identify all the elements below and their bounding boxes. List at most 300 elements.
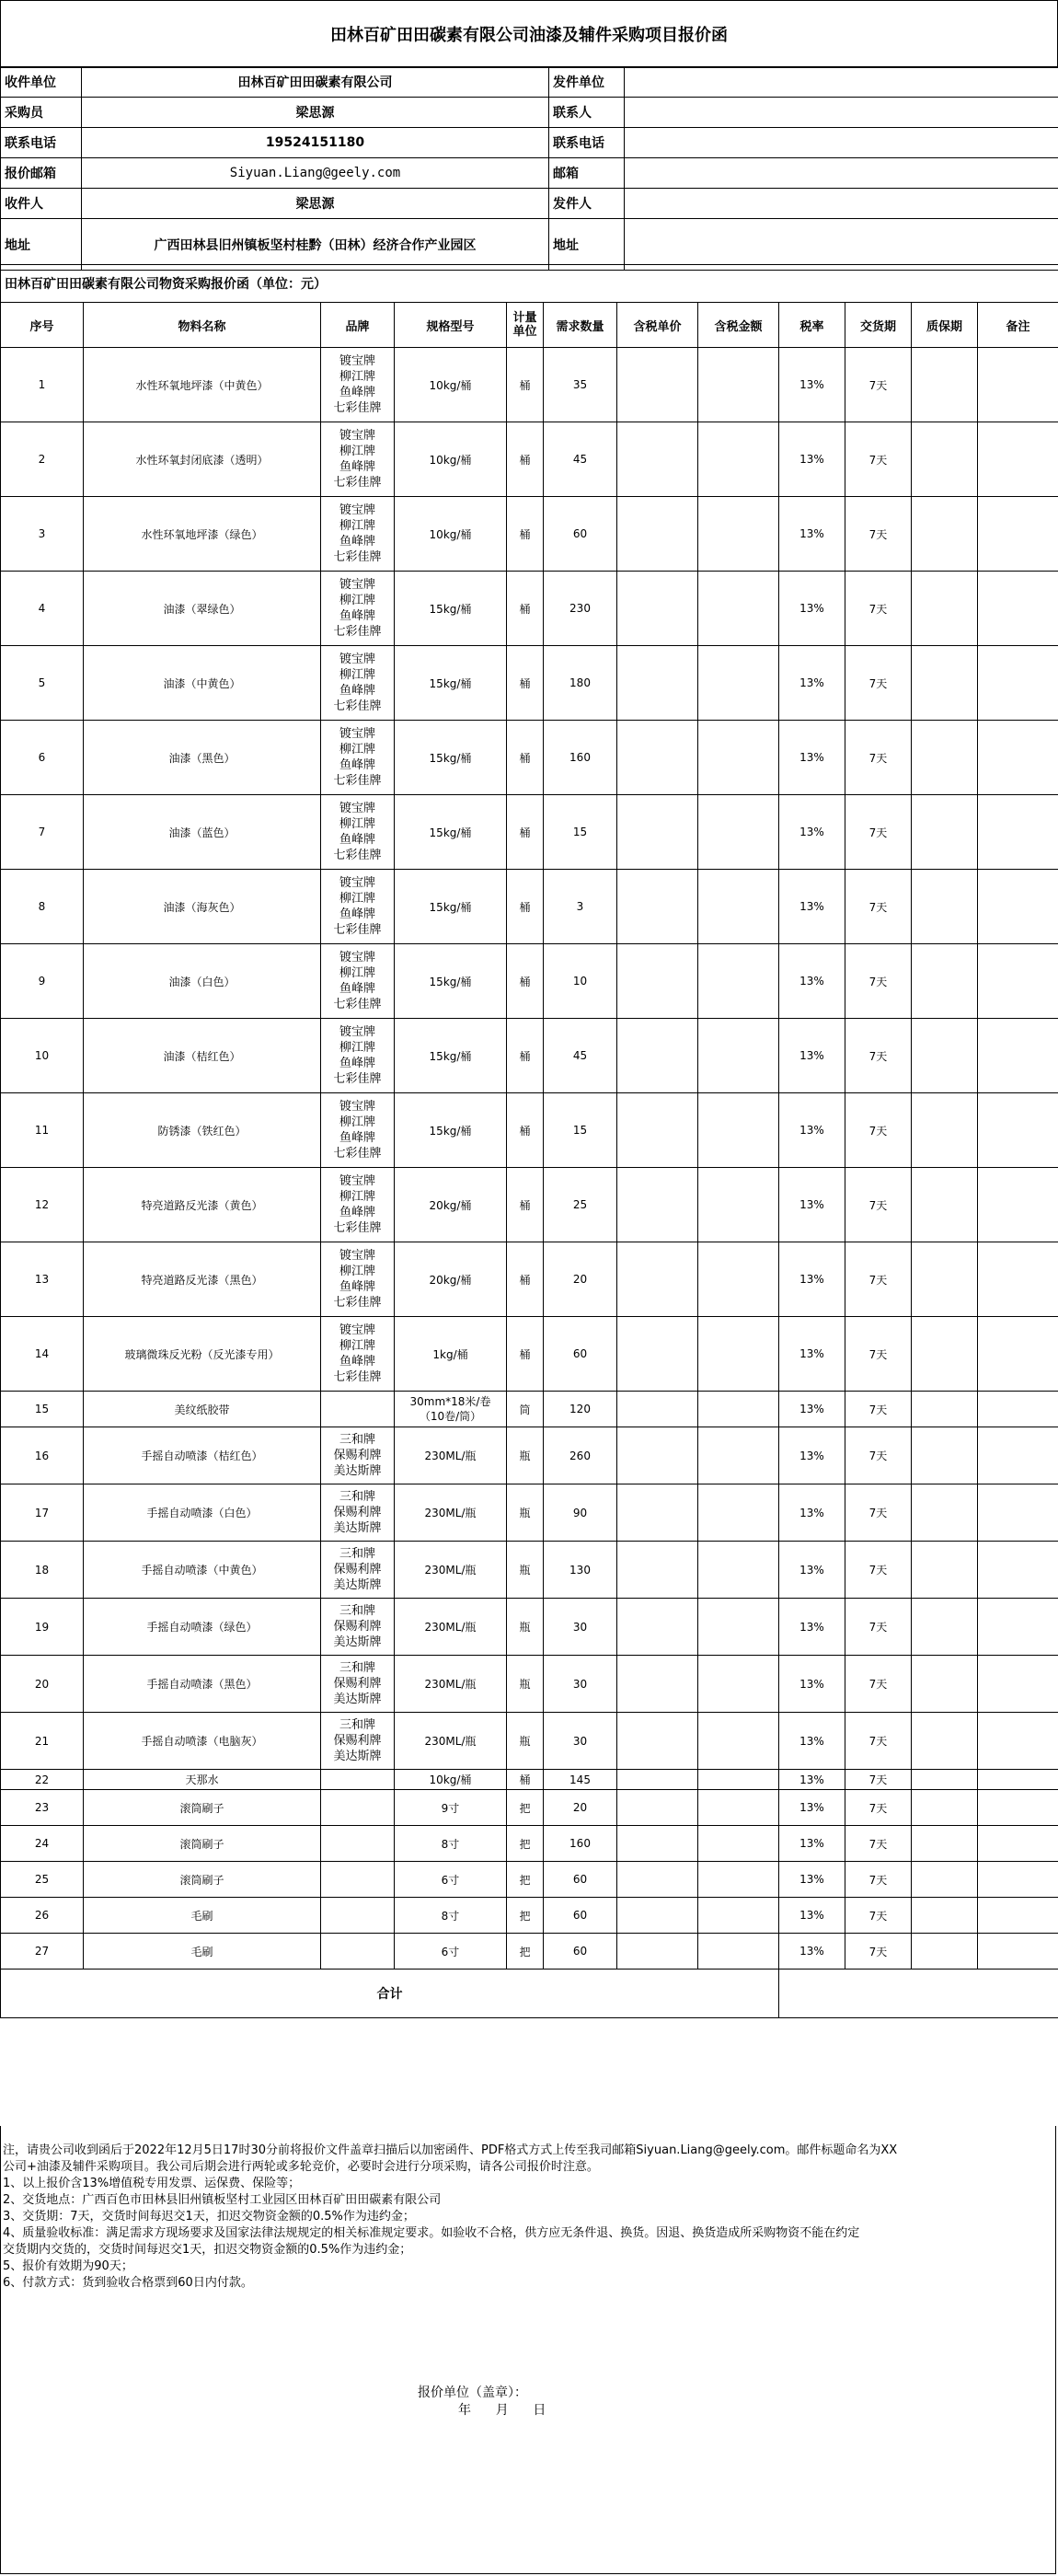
row-warranty (912, 1484, 978, 1542)
row-no: 24 (1, 1826, 84, 1862)
row-brand (321, 1317, 395, 1392)
row-tax: 13% (779, 944, 845, 1019)
brand-name: 保赐利牌 (333, 1734, 382, 1748)
row-brand (321, 422, 395, 497)
row-name: 手摇自动喷漆（绿色） (84, 1599, 321, 1656)
row-amount (698, 1392, 779, 1427)
row-unit: 瓶 (507, 1713, 544, 1770)
brand-name: 七彩佳牌 (333, 550, 382, 564)
header-remark: 备注 (978, 303, 1058, 348)
brand-name: 镀宝牌 (339, 429, 375, 443)
row-tax: 13% (779, 1770, 845, 1790)
row-name: 毛刷 (84, 1898, 321, 1934)
row-amount (698, 646, 779, 721)
row-remark (978, 1427, 1058, 1484)
row-brand (321, 1168, 395, 1242)
row-unit: 瓶 (507, 1542, 544, 1599)
row-warranty (912, 1392, 978, 1427)
row-tax: 13% (779, 1427, 845, 1484)
row-no: 8 (1, 870, 84, 944)
row-spec: 20kg/桶 (395, 1242, 507, 1317)
row-unit-price (617, 944, 698, 1019)
row-spec: 15kg/桶 (395, 572, 507, 646)
recipient-label: 收件人 (1, 189, 82, 219)
brand-name: 三和牌 (339, 1547, 375, 1561)
row-qty: 30 (544, 1656, 617, 1713)
spec-line: 30mm*18米/卷 (409, 1395, 491, 1408)
row-delivery: 7天 (845, 572, 912, 646)
brand-name: 鱼峰牌 (339, 460, 375, 474)
brand-name: 鱼峰牌 (339, 535, 375, 549)
row-qty: 25 (544, 1168, 617, 1242)
row-qty: 3 (544, 870, 617, 944)
row-amount (698, 348, 779, 422)
brand-name: 鱼峰牌 (339, 1355, 375, 1369)
brand-name: 鱼峰牌 (339, 386, 375, 399)
row-delivery: 7天 (845, 497, 912, 572)
row-remark (978, 1168, 1058, 1242)
row-amount (698, 1934, 779, 1970)
total-label: 合计 (1, 1970, 779, 2018)
row-unit: 桶 (507, 1019, 544, 1093)
row-brand (321, 1826, 395, 1862)
row-delivery: 7天 (845, 1898, 912, 1934)
row-amount (698, 944, 779, 1019)
row-no: 22 (1, 1770, 84, 1790)
brand-name: 美达斯牌 (333, 1635, 382, 1649)
title-block (0, 0, 1058, 68)
row-unit: 瓶 (507, 1599, 544, 1656)
address-label: 地址 (1, 219, 82, 271)
header-unit-line-2: 单位 (512, 325, 537, 339)
row-no: 6 (1, 721, 84, 795)
row-unit-price (617, 1790, 698, 1826)
row-tax: 13% (779, 870, 845, 944)
row-name: 油漆（海灰色） (84, 870, 321, 944)
sender-person-value (625, 189, 1058, 219)
row-brand (321, 944, 395, 1019)
row-name: 水性环氧地坪漆（绿色） (84, 497, 321, 572)
row-qty: 30 (544, 1599, 617, 1656)
header-no: 序号 (1, 303, 84, 348)
row-unit: 桶 (507, 870, 544, 944)
row-brand (321, 1019, 395, 1093)
sign-month: 月 (495, 2403, 509, 2418)
brand-name: 鱼峰牌 (339, 684, 375, 698)
row-unit: 桶 (507, 721, 544, 795)
row-tax: 13% (779, 646, 845, 721)
brand-name: 七彩佳牌 (333, 699, 382, 713)
mailbox-label: 邮箱 (549, 158, 625, 189)
row-remark (978, 944, 1058, 1019)
row-tax: 13% (779, 1392, 845, 1427)
brand-name: 柳江牌 (339, 668, 375, 682)
row-qty: 260 (544, 1427, 617, 1484)
row-delivery: 7天 (845, 348, 912, 422)
note-line: 2、交货地点：广西百色市田林县旧州镇板坚村工业园区田林百矿田田碳素有限公司 (3, 2193, 442, 2207)
row-name: 手摇自动喷漆（中黄色） (84, 1542, 321, 1599)
row-tax: 13% (779, 1713, 845, 1770)
row-no: 19 (1, 1599, 84, 1656)
row-warranty (912, 1427, 978, 1484)
note-line: 4、质量验收标准：满足需求方现场要求及国家法律法规规定的相关标准规定要求。如验收不合格，供方应无条件退、换货。因退、换货造成所采购物资不能在约定 (3, 2226, 860, 2240)
receiver-value: 田林百矿田田碳素有限公司 (82, 67, 549, 98)
row-qty: 160 (544, 721, 617, 795)
brand-name: 镀宝牌 (339, 802, 375, 815)
row-brand (321, 1392, 395, 1427)
table-row (1, 1862, 1058, 1898)
row-delivery: 7天 (845, 1427, 912, 1484)
row-unit: 桶 (507, 1093, 544, 1168)
row-no: 2 (1, 422, 84, 497)
row-delivery: 7天 (845, 870, 912, 944)
sender-address-value (625, 219, 1058, 271)
row-remark (978, 1242, 1058, 1317)
brand-name: 柳江牌 (339, 445, 375, 458)
row-tax: 13% (779, 572, 845, 646)
row-warranty (912, 1093, 978, 1168)
row-delivery: 7天 (845, 1826, 912, 1862)
row-name: 特亮道路反光漆（黑色） (84, 1242, 321, 1317)
row-unit-price (617, 497, 698, 572)
row-remark (978, 1826, 1058, 1862)
row-spec: 10kg/桶 (395, 348, 507, 422)
row-unit: 把 (507, 1898, 544, 1934)
row-spec: 230ML/瓶 (395, 1542, 507, 1599)
row-tax: 13% (779, 1542, 845, 1599)
row-no: 13 (1, 1242, 84, 1317)
buyer-value: 梁思源 (82, 98, 549, 128)
row-unit-price (617, 1826, 698, 1862)
row-no: 14 (1, 1317, 84, 1392)
table-row (1, 1790, 1058, 1826)
row-amount (698, 795, 779, 870)
mailbox-value (625, 158, 1058, 189)
row-spec: 15kg/桶 (395, 646, 507, 721)
brand-name: 七彩佳牌 (333, 625, 382, 639)
table-row (1, 944, 1058, 1019)
row-unit-price (617, 1484, 698, 1542)
header-unit (507, 303, 544, 348)
row-brand (321, 1542, 395, 1599)
total-value (779, 1970, 1058, 2018)
row-no: 16 (1, 1427, 84, 1484)
row-unit-price (617, 1093, 698, 1168)
note-line: 公司+油漆及辅件采购项目。我公司后期会进行两轮或多轮竞价，必要时会进行分项采购，请各公司报价时注意。 (3, 2160, 599, 2174)
row-warranty (912, 870, 978, 944)
row-tax: 13% (779, 1019, 845, 1093)
row-warranty (912, 1599, 978, 1656)
sign-label: 报价单位（盖章）： (418, 2385, 527, 2400)
row-amount (698, 572, 779, 646)
row-remark (978, 1934, 1058, 1970)
header-warranty: 质保期 (912, 303, 978, 348)
table-row (1, 422, 1058, 497)
row-unit: 桶 (507, 572, 544, 646)
row-name: 滚筒刷子 (84, 1826, 321, 1862)
row-spec: 15kg/桶 (395, 870, 507, 944)
brand-name: 美达斯牌 (333, 1750, 382, 1763)
row-qty: 60 (544, 1898, 617, 1934)
row-qty: 35 (544, 348, 617, 422)
row-spec: 15kg/桶 (395, 721, 507, 795)
row-spec: 9寸 (395, 1790, 507, 1826)
row-remark (978, 1599, 1058, 1656)
row-amount (698, 1599, 779, 1656)
sign-year: 年 (458, 2403, 471, 2418)
row-delivery: 7天 (845, 1093, 912, 1168)
row-tax: 13% (779, 422, 845, 497)
row-brand (321, 1790, 395, 1826)
row-unit-price (617, 795, 698, 870)
note-line: 1、以上报价含13%增值税专用发票、运保费、保险等； (3, 2177, 301, 2190)
sender-address-label: 地址 (549, 219, 625, 271)
row-remark (978, 1656, 1058, 1713)
row-tax: 13% (779, 497, 845, 572)
row-delivery: 7天 (845, 795, 912, 870)
row-unit-price (617, 348, 698, 422)
note-line: 5、报价有效期为90天； (3, 2259, 133, 2273)
brand-name: 鱼峰牌 (339, 1057, 375, 1070)
brand-name: 鱼峰牌 (339, 907, 375, 921)
row-remark (978, 795, 1058, 870)
row-unit: 桶 (507, 1770, 544, 1790)
row-amount (698, 1770, 779, 1790)
row-remark (978, 646, 1058, 721)
table-row (1, 1427, 1058, 1484)
row-remark (978, 1790, 1058, 1826)
brand-name: 七彩佳牌 (333, 849, 382, 862)
table-row (1, 1019, 1058, 1093)
row-brand (321, 1656, 395, 1713)
brand-name: 镀宝牌 (339, 1323, 375, 1337)
brand-name: 七彩佳牌 (333, 1221, 382, 1235)
table-row (1, 348, 1058, 422)
table-row (1, 1898, 1058, 1934)
brand-name: 七彩佳牌 (333, 774, 382, 788)
row-spec: 10kg/桶 (395, 1770, 507, 1790)
email-value[interactable]: Siyuan.Liang@geely.com (82, 158, 549, 189)
contact-phone-label: 联系电话 (549, 128, 625, 158)
brand-name: 保赐利牌 (333, 1449, 382, 1462)
row-name: 手摇自动喷漆（桔红色） (84, 1427, 321, 1484)
row-unit-price (617, 1934, 698, 1970)
row-brand (321, 1427, 395, 1484)
brand-name: 三和牌 (339, 1661, 375, 1675)
row-warranty (912, 1713, 978, 1770)
row-name: 天那水 (84, 1770, 321, 1790)
row-remark (978, 1019, 1058, 1093)
row-spec: 230ML/瓶 (395, 1713, 507, 1770)
row-warranty (912, 1168, 978, 1242)
row-delivery: 7天 (845, 1542, 912, 1599)
row-spec: 6寸 (395, 1862, 507, 1898)
row-tax: 13% (779, 1898, 845, 1934)
contact-phone-value (625, 128, 1058, 158)
row-name: 油漆（桔红色） (84, 1019, 321, 1093)
row-qty: 20 (544, 1790, 617, 1826)
brand-name: 七彩佳牌 (333, 401, 382, 415)
row-name: 毛刷 (84, 1934, 321, 1970)
row-delivery: 7天 (845, 1862, 912, 1898)
row-brand (321, 1484, 395, 1542)
row-delivery: 7天 (845, 422, 912, 497)
table-row (1, 572, 1058, 646)
row-warranty (912, 1898, 978, 1934)
brand-name: 七彩佳牌 (333, 923, 382, 937)
row-unit: 把 (507, 1826, 544, 1862)
note-line: 3、交货期：7天，交货时间每迟交1天，扣迟交物资金额的0.5%作为违约金； (3, 2210, 415, 2224)
brand-name: 七彩佳牌 (333, 1147, 382, 1161)
row-amount (698, 1019, 779, 1093)
row-qty: 30 (544, 1713, 617, 1770)
brand-name: 保赐利牌 (333, 1563, 382, 1577)
row-spec: 10kg/桶 (395, 422, 507, 497)
row-unit: 把 (507, 1934, 544, 1970)
row-spec: 230ML/瓶 (395, 1427, 507, 1484)
brand-name: 镀宝牌 (339, 354, 375, 368)
row-qty: 20 (544, 1242, 617, 1317)
row-delivery: 7天 (845, 1317, 912, 1392)
row-amount (698, 1093, 779, 1168)
row-brand (321, 1093, 395, 1168)
row-no: 26 (1, 1898, 84, 1934)
row-no: 21 (1, 1713, 84, 1770)
row-name: 滚筒刷子 (84, 1790, 321, 1826)
row-unit-price (617, 1168, 698, 1242)
row-tax: 13% (779, 1826, 845, 1862)
row-name: 油漆（中黄色） (84, 646, 321, 721)
row-remark (978, 721, 1058, 795)
row-remark (978, 1093, 1058, 1168)
row-amount (698, 1790, 779, 1826)
row-no: 12 (1, 1168, 84, 1242)
row-remark (978, 1317, 1058, 1392)
row-brand (321, 795, 395, 870)
info-table (0, 66, 1058, 271)
table-row (1, 497, 1058, 572)
row-warranty (912, 1826, 978, 1862)
row-brand (321, 1934, 395, 1970)
brand-name: 镀宝牌 (339, 727, 375, 741)
row-no: 9 (1, 944, 84, 1019)
row-no: 7 (1, 795, 84, 870)
spec-line: （10卷/筒） (419, 1410, 482, 1423)
row-brand (321, 1862, 395, 1898)
row-brand (321, 572, 395, 646)
row-delivery: 7天 (845, 1790, 912, 1826)
brand-name: 柳江牌 (339, 1339, 375, 1353)
note-line: 6、付款方式：货到验收合格票到60日内付款。 (3, 2276, 253, 2290)
row-qty: 120 (544, 1392, 617, 1427)
row-name: 油漆（蓝色） (84, 795, 321, 870)
header-qty: 需求数量 (544, 303, 617, 348)
row-brand (321, 348, 395, 422)
row-delivery: 7天 (845, 1484, 912, 1542)
row-spec: 15kg/桶 (395, 1019, 507, 1093)
brand-name: 柳江牌 (339, 370, 375, 384)
row-brand (321, 497, 395, 572)
row-unit-price (617, 1242, 698, 1317)
row-brand (321, 1713, 395, 1770)
row-no: 23 (1, 1790, 84, 1826)
row-spec: 230ML/瓶 (395, 1656, 507, 1713)
row-no: 3 (1, 497, 84, 572)
row-no: 25 (1, 1862, 84, 1898)
row-unit: 桶 (507, 1317, 544, 1392)
brand-name: 保赐利牌 (333, 1506, 382, 1519)
table-row (1, 1542, 1058, 1599)
row-unit-price (617, 1898, 698, 1934)
row-qty: 160 (544, 1826, 617, 1862)
row-name: 油漆（翠绿色） (84, 572, 321, 646)
brand-name: 三和牌 (339, 1718, 375, 1732)
brand-name: 镀宝牌 (339, 1174, 375, 1188)
row-qty: 60 (544, 1934, 617, 1970)
sender-label: 发件单位 (549, 67, 625, 98)
receiver-label: 收件单位 (1, 67, 82, 98)
row-delivery: 7天 (845, 944, 912, 1019)
row-unit-price (617, 1713, 698, 1770)
row-tax: 13% (779, 348, 845, 422)
row-unit: 瓶 (507, 1484, 544, 1542)
row-spec: 1kg/桶 (395, 1317, 507, 1392)
row-unit: 桶 (507, 795, 544, 870)
row-remark (978, 1862, 1058, 1898)
header-spec: 规格型号 (395, 303, 507, 348)
brand-name: 七彩佳牌 (333, 1072, 382, 1086)
note-line: 交货期内交货的，交货时间每迟交1天，扣迟交物资金额的0.5%作为违约金； (3, 2243, 412, 2257)
row-tax: 13% (779, 795, 845, 870)
row-brand (321, 1242, 395, 1317)
brand-name: 镀宝牌 (339, 578, 375, 592)
row-remark (978, 1713, 1058, 1770)
brand-name: 柳江牌 (339, 1190, 375, 1204)
phone-label: 联系电话 (1, 128, 82, 158)
row-name: 防锈漆（铁红色） (84, 1093, 321, 1168)
row-unit-price (617, 721, 698, 795)
row-brand (321, 870, 395, 944)
row-no: 18 (1, 1542, 84, 1599)
brand-name: 柳江牌 (339, 1265, 375, 1278)
brand-name: 镀宝牌 (339, 951, 375, 965)
row-spec: 15kg/桶 (395, 795, 507, 870)
brand-name: 七彩佳牌 (333, 1296, 382, 1310)
note-line: 注，请贵公司收到函后于2022年12月5日17时30分前将报价文件盖章扫描后以加密函件、PDF格式方式上传至我司邮箱Siyuan.Liang@geely.com。邮件标题命名为XX (3, 2143, 898, 2157)
table-row (1, 1168, 1058, 1242)
table-row (1, 870, 1058, 944)
row-remark (978, 1392, 1058, 1427)
row-tax: 13% (779, 1599, 845, 1656)
header-brand: 品牌 (321, 303, 395, 348)
total-row (1, 1970, 1058, 2018)
row-tax: 13% (779, 1242, 845, 1317)
row-brand (321, 1599, 395, 1656)
row-no: 17 (1, 1484, 84, 1542)
row-spec: 6寸 (395, 1934, 507, 1970)
row-qty: 130 (544, 1542, 617, 1599)
row-unit: 瓶 (507, 1656, 544, 1713)
table-row (1, 1770, 1058, 1790)
row-amount (698, 1826, 779, 1862)
row-spec: 10kg/桶 (395, 497, 507, 572)
row-qty: 45 (544, 422, 617, 497)
row-name: 油漆（白色） (84, 944, 321, 1019)
row-qty: 15 (544, 795, 617, 870)
row-tax: 13% (779, 1093, 845, 1168)
row-qty: 145 (544, 1770, 617, 1790)
row-no: 4 (1, 572, 84, 646)
